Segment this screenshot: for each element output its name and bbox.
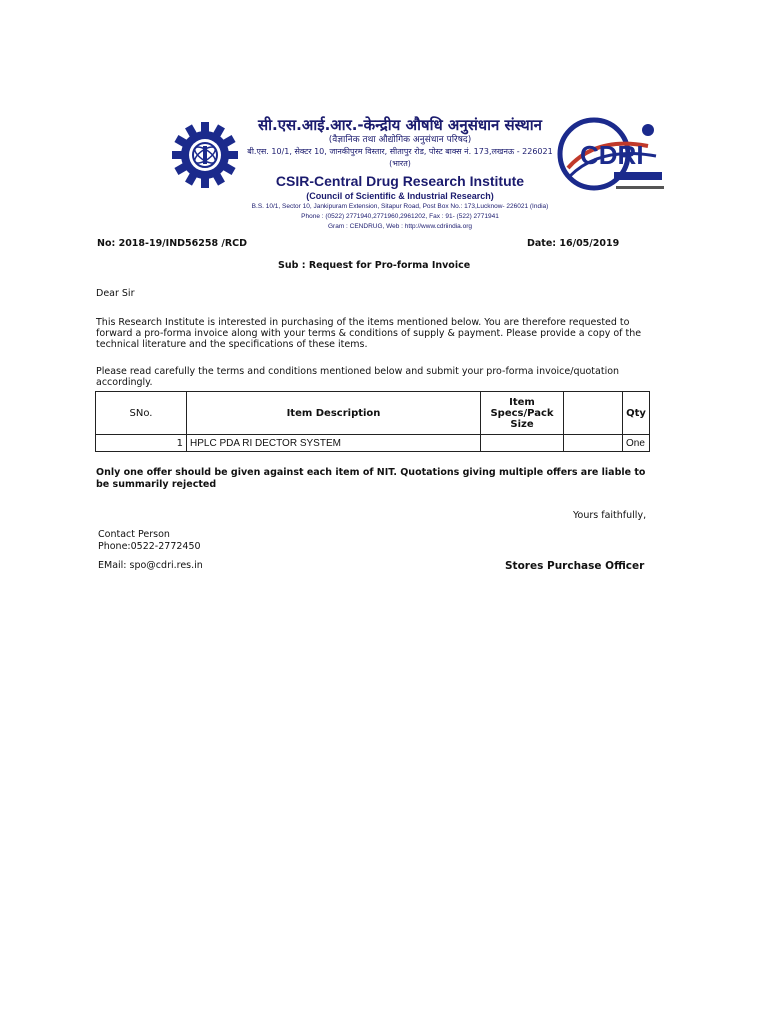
body-paragraph-1-line-1: This Research Institute is interested in purchasing of the items mentioned below. You are therefore requested to bbox=[96, 317, 630, 328]
closing: Yours faithfully, bbox=[573, 510, 647, 521]
table-header-row bbox=[96, 392, 650, 435]
contact-email: EMail: spo@cdri.res.in bbox=[98, 560, 203, 571]
svg-text:CDRI: CDRI bbox=[580, 140, 644, 170]
table-row bbox=[96, 435, 650, 452]
cell-qty: One bbox=[623, 435, 650, 452]
header-item-description: Item Description bbox=[187, 392, 481, 435]
institute-address: B.S. 10/1, Sector 10, Jankipuram Extension, Sitapur Road, Post Box No.: 173,Lucknow- 226021 (India) bbox=[251, 203, 549, 210]
body-paragraph-2-line-1: Please read carefully the terms and conditions mentioned below and submit your pro-forma invoice/quotation bbox=[96, 366, 620, 377]
header-qty: Qty bbox=[623, 392, 650, 435]
letter-date: Date: 16/05/2019 bbox=[527, 238, 620, 249]
cell-blank bbox=[564, 435, 623, 452]
header-item-specs bbox=[481, 392, 564, 435]
header-sno: SNo. bbox=[96, 392, 187, 435]
header-specs-line-2: Specs/Pack bbox=[490, 407, 554, 419]
salutation: Dear Sir bbox=[96, 288, 135, 299]
hindi-council: (वैज्ञानिक तथा औद्योगिक अनुसंधान परिषद) bbox=[328, 135, 472, 145]
body-paragraph-2-line-2: accordingly. bbox=[96, 377, 153, 388]
institute-name: CSIR-Central Drug Research Institute bbox=[275, 173, 525, 189]
cell-item-specs bbox=[481, 435, 564, 452]
letterhead bbox=[160, 110, 670, 228]
notice-line-1: Only one offer should be given against each item of NIT. Quotations giving multiple offers are liable to bbox=[96, 467, 646, 478]
body-paragraph-1-line-3: technical literature and the specifications of these items. bbox=[96, 339, 368, 350]
hindi-address: बी.एस. 10/1, सेक्टर 10, जानकीपुरम विस्तार, सीतापुर रोड, पोस्ट बाक्स नं. 173,लखनऊ - 226021 (भारत) bbox=[247, 147, 553, 168]
subject-line: Sub : Request for Pro-forma Invoice bbox=[278, 260, 471, 271]
contact-person-label: Contact Person bbox=[98, 529, 170, 540]
cell-item-description: HPLC PDA RI DECTOR SYSTEM bbox=[187, 435, 481, 452]
letterhead-text bbox=[240, 116, 560, 232]
header-specs-line-1: Item bbox=[509, 396, 535, 408]
notice-line-2: be summarily rejected bbox=[96, 479, 217, 490]
header-blank bbox=[564, 392, 623, 435]
csir-gear-logo-icon bbox=[170, 120, 240, 190]
institute-phone: Phone : (0522) 2771940,2771960,2961202, Fax : 91- (522) 2771941 bbox=[301, 213, 499, 220]
council-name: (Council of Scientific & Industrial Research) bbox=[306, 191, 494, 201]
cdri-logo-icon bbox=[556, 116, 666, 198]
reference-number: No: 2018-19/IND56258 /RCD bbox=[97, 238, 248, 249]
header-specs-line-3: Size bbox=[510, 418, 534, 430]
items-table bbox=[95, 391, 650, 452]
contact-phone: Phone:0522-2772450 bbox=[98, 541, 201, 552]
cell-sno: 1 bbox=[96, 435, 187, 452]
institute-gram-web: Gram : CENDRUG, Web : http://www.cdriindia.org bbox=[327, 223, 472, 230]
body-paragraph-1-line-2: forward a pro-forma invoice along with your terms & conditions of supply & payment. Please provide a copy of the bbox=[96, 328, 642, 339]
signatory-title: Stores Purchase Officer bbox=[505, 560, 645, 572]
hindi-institute-name: सी.एस.आई.आर.-केन्द्रीय औषधि अनुसंधान संस्थान bbox=[258, 116, 542, 134]
